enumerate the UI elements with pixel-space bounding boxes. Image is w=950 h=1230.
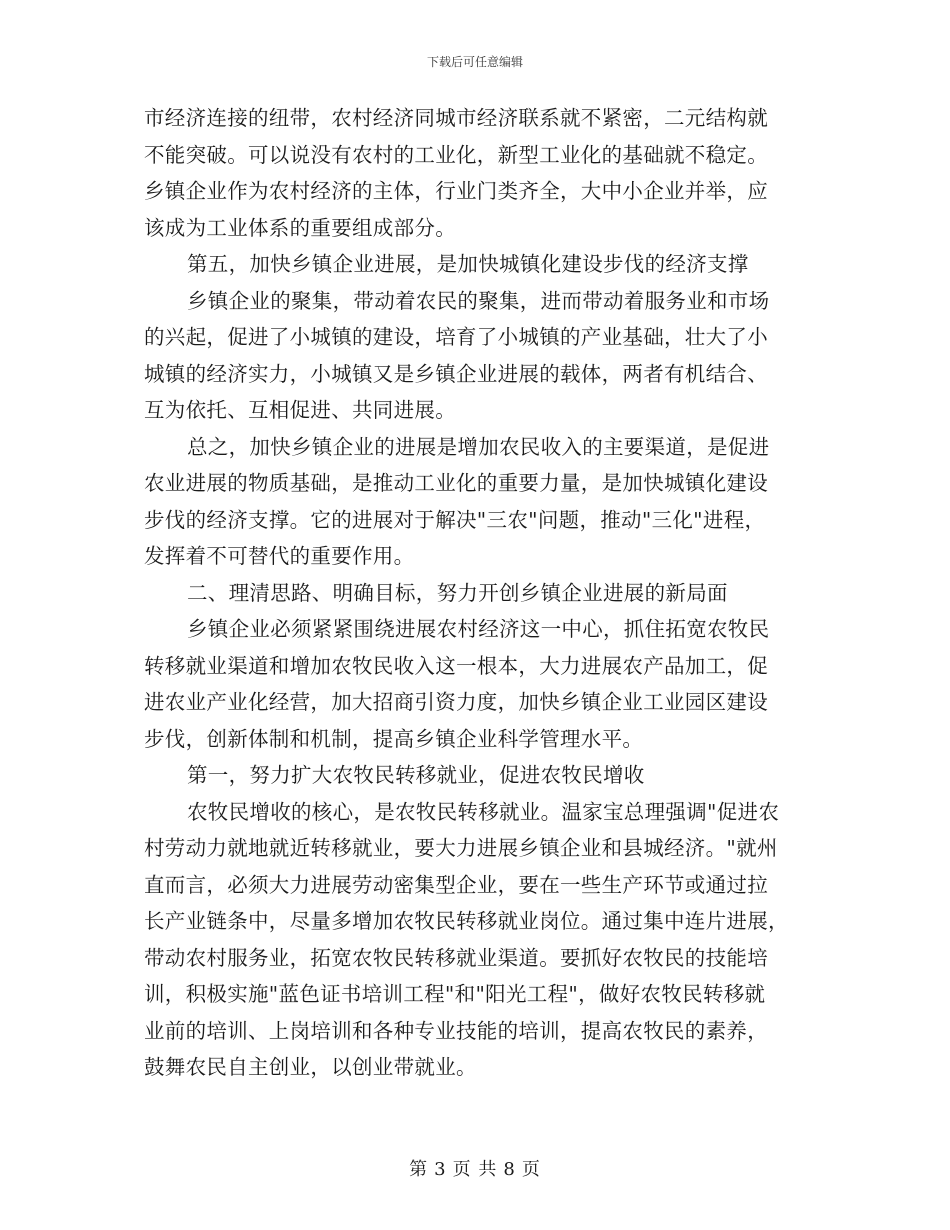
text-line: 互为依托、互相促进、共同进展。 (144, 398, 456, 422)
text-line: 直而言，必须大力进展劳动密集型企业，要在一些生产环节或通过拉 (144, 872, 768, 897)
text-line: 步伐的经济支撑。它的进展对于解决"三农"问题，推动"三化"进程， (144, 507, 766, 532)
text-line: 农牧民增收的核心，是农牧民转移就业。温家宝总理强调"促进农 (187, 799, 780, 824)
text-line: 市经济连接的纽带，农村经济同城市经济联系就不紧密，二元结构就 (144, 106, 768, 130)
text-line: 带动农村服务业，拓宽农牧民转移就业渠道。要抓好农牧民的技能培 (144, 945, 768, 970)
text-line: 村劳动力就地就近转移就业，要大力进展乡镇企业和县城经济。"就州 (144, 836, 778, 860)
text-line: 该成为工业体系的重要组成部分。 (144, 215, 456, 240)
text-line: 进农业产业化经营，加大招商引资力度，加快乡镇企业工业园区建设 (144, 690, 768, 714)
text-line: 乡镇企业必须紧紧围绕进展农村经济这一中心，抓住拓宽农牧民 (187, 617, 770, 641)
text-line: 城镇的经济实力，小城镇又是乡镇企业进展的载体，两者有机结合、 (144, 361, 768, 386)
page-footer (0, 1155, 950, 1181)
text-line: 转移就业渠道和增加农牧民收入这一根本，大力进展农产品加工，促 (144, 653, 768, 678)
text-line: 不能突破。可以说没有农村的工业化，新型工业化的基础就不稳定。 (144, 142, 768, 167)
current-page-number: 3 (434, 1159, 447, 1180)
footer-prefix: 第 (409, 1159, 429, 1180)
text-line: 发挥着不可替代的重要作用。 (144, 544, 415, 568)
text-line: 乡镇企业作为农村经济的主体，行业门类齐全，大中小企业并举，应 (144, 179, 768, 203)
section-heading: 第一，努力扩大农牧民转移就业，促进农牧民增收 (187, 763, 645, 787)
text-line: 长产业链条中，尽量多增加农牧民转移就业岗位。通过集中连片进展， (144, 909, 789, 933)
text-line: 训，积极实施"蓝色证书培训工程"和"阳光工程"，做好农牧民转移就 (144, 982, 766, 1006)
section-heading: 二、理清思路、明确目标，努力开创乡镇企业进展的新局面 (187, 580, 728, 605)
section-heading: 第五，加快乡镇企业进展，是加快城镇化建设步伐的经济支撑 (187, 252, 749, 276)
text-line: 农业进展的物质基础，是推动工业化的重要力量，是加快城镇化建设 (144, 471, 768, 495)
text-line: 乡镇企业的聚集，带动着农民的聚集，进而带动着服务业和市场 (187, 288, 770, 313)
total-page-number: 8 (503, 1159, 516, 1180)
text-line: 的兴起，促进了小城镇的建设，培育了小城镇的产业基础，壮大了小 (144, 325, 768, 349)
text-line: 步伐，创新体制和机制，提高乡镇企业科学管理水平。 (144, 726, 644, 751)
text-line: 总之，加快乡镇企业的进展是增加农民收入的主要渠道，是促进 (187, 434, 770, 459)
footer-middle: 页 共 (452, 1159, 498, 1180)
text-line: 鼓舞农民自主创业，以创业带就业。 (144, 1055, 477, 1079)
footer-suffix: 页 (521, 1159, 541, 1180)
text-line: 业前的培训、上岗培训和各种专业技能的培训，提高农牧民的素养， (144, 1018, 768, 1043)
header-note: 下载后可任意编辑 (426, 55, 523, 69)
document-body (144, 100, 804, 1086)
